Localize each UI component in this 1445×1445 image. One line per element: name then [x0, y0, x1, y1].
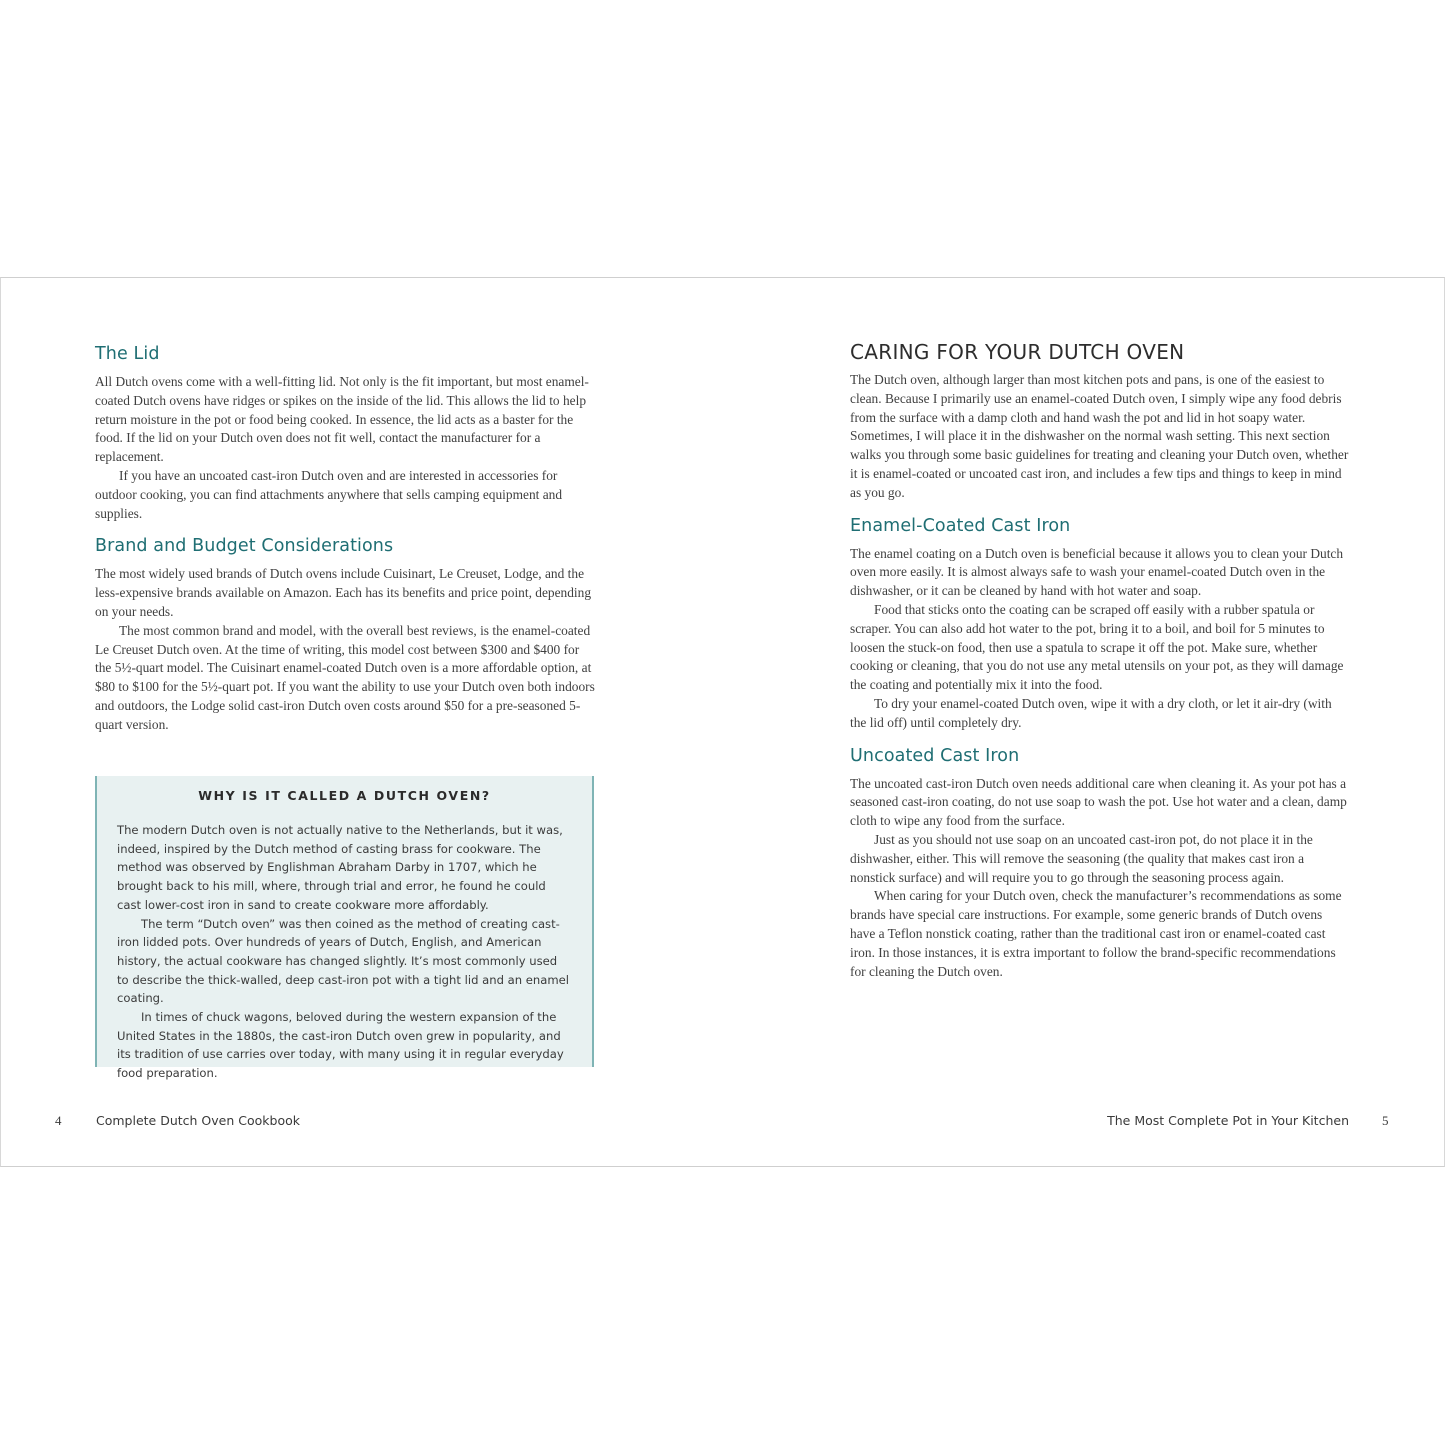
brand-paragraph-2: The most common brand and model, with the overall best reviews, is the enamel-coated Le Creuset Dutch oven. At the time of writing, this model cost between $300 and $400 for the 5½-quart model. The Cuisinart enamel-coated Dutch oven is a more affordable option, at $80 to $100 for the 5½-quart pot. If you want the ability to use your Dutch oven both indoors and outdoors, the Lodge solid cast-iron Dutch oven costs around $50 for a pre-seasoned 5-quart version.: [95, 622, 595, 732]
sidebar-paragraph-1: The modern Dutch oven is not actually native to the Netherlands, but it was, indeed, inspired by the Dutch method of casting brass for cookware. The method was observed by Englishman Abraham Darby in 1707, which he brought back to his mill, where, through trial and error, he found he could cast lower-cost iron in sand to create cookware more affordably.: [117, 823, 563, 912]
right-running-footer: The Most Complete Pot in Your Kitchen: [1107, 1113, 1349, 1128]
left-page-column: [95, 341, 595, 735]
sidebar-paragraph-2: The term “Dutch oven” was then coined as the method of creating cast-iron lidded pots. Over hundreds of years of Dutch, English, and American history, the actual cookware has changed slightly. It’s most commonly used to describe the thick-walled, deep cast-iron pot with a tight lid and an enamel coating.: [117, 916, 569, 1006]
enamel-heading: Enamel-Coated Cast Iron: [850, 515, 1071, 536]
chapter-heading: CARING FOR YOUR DUTCH OVEN: [850, 340, 1185, 364]
uncoated-paragraph-2: Just as you should not use soap on an uncoated cast-iron pot, do not place it in the dishwasher, either. This will remove the seasoning (the quality that makes cast iron a nonstick surface) and will require you to go through the seasoning process again.: [850, 831, 1313, 885]
brand-heading: Brand and Budget Considerations: [95, 536, 394, 557]
lid-paragraph-1: All Dutch ovens come with a well-fitting lid. Not only is the fit important, but most enamel-coated Dutch ovens have ridges or spikes on the inside of the lid. This allows the lid to help return moisture in the pot or food being cooked. In essence, the lid acts as a baster for the food. If the lid on your Dutch oven does not fit well, contact the manufacturer for a replacement.: [95, 374, 589, 465]
enamel-paragraph-1: The enamel coating on a Dutch oven is beneficial because it allows you to clean your Dutch oven more easily. It is almost always safe to wash your enamel-coated Dutch oven in the dishwasher, or it can be cleaned by hand with hot water and soap.: [850, 545, 1344, 599]
right-page-column: [850, 339, 1350, 981]
lid-heading: The Lid: [95, 344, 160, 364]
lid-paragraph-2: If you have an uncoated cast-iron Dutch oven and are interested in accessories for outdoor cooking, you can find attachments anywhere that sells camping equipment and supplies.: [95, 467, 563, 521]
left-running-footer: Complete Dutch Oven Cookbook: [96, 1113, 300, 1128]
left-page-number: 4: [55, 1113, 62, 1128]
uncoated-heading: Uncoated Cast Iron: [850, 745, 1020, 766]
right-page-number: 5: [1382, 1113, 1389, 1128]
sidebar-title: WHY IS IT CALLED A DUTCH OVEN?: [198, 788, 491, 803]
sidebar-paragraph-3: In times of chuck wagons, beloved during the western expansion of the United States in the 1880s, the cast-iron Dutch oven grew in popularity, and its tradition of use carries over today, with many using it in regular everyday food preparation.: [117, 1010, 564, 1081]
enamel-paragraph-3: To dry your enamel-coated Dutch oven, wipe it with a dry cloth, or let it air-dry (with the lid off) until completely dry.: [850, 695, 1332, 730]
brand-paragraph-1: The most widely used brands of Dutch ovens include Cuisinart, Le Creuset, Lodge, and the less-expensive brands available on Amazon. Each has its benefits and price point, depending on your needs.: [95, 566, 592, 619]
enamel-paragraph-2: Food that sticks onto the coating can be scraped off easily with a rubber spatula or scraper. You can also add hot water to the pot, bring it to a boil, and boil for 5 minutes to loosen the stuck-on food, then use a spatula to scrape it off the pot. Make sure, whether cooking or cleaning, that you do not use any metal utensils on your pot, as they will damage the coating and potentially mix it into the food.: [850, 601, 1344, 693]
uncoated-paragraph-1: The uncoated cast-iron Dutch oven needs additional care when cleaning it. As your pot has a seasoned cast-iron coating, do not use soap to wash the pot. Use hot water and a clean, damp cloth to wipe any food from the surface.: [850, 775, 1347, 829]
uncoated-paragraph-3: When caring for your Dutch oven, check the manufacturer’s recommendations as some brands have special care instructions. For example, some generic brands of Dutch ovens have a Teflon nonstick coating, rather than the traditional cast iron or enamel-coated cast iron. In those instances, it is extra important to follow the brand-specific recommendations for cleaning the Dutch oven.: [850, 888, 1342, 979]
intro-paragraph: The Dutch oven, although larger than most kitchen pots and pans, is one of the easiest to clean. Because I primarily use an enamel-coated Dutch oven, I simply wipe any food debris from the surface with a damp cloth and hand wash the pot and lid in hot soapy water. Sometimes, I will place it in the dishwasher on the normal wash setting. This next section walks you through some basic guidelines for treating and cleaning your Dutch oven, whether it is enamel-coated or uncoated cast iron, and includes a few tips and things to keep in mind as you go.: [850, 372, 1349, 500]
sidebar-box: [95, 776, 594, 1081]
